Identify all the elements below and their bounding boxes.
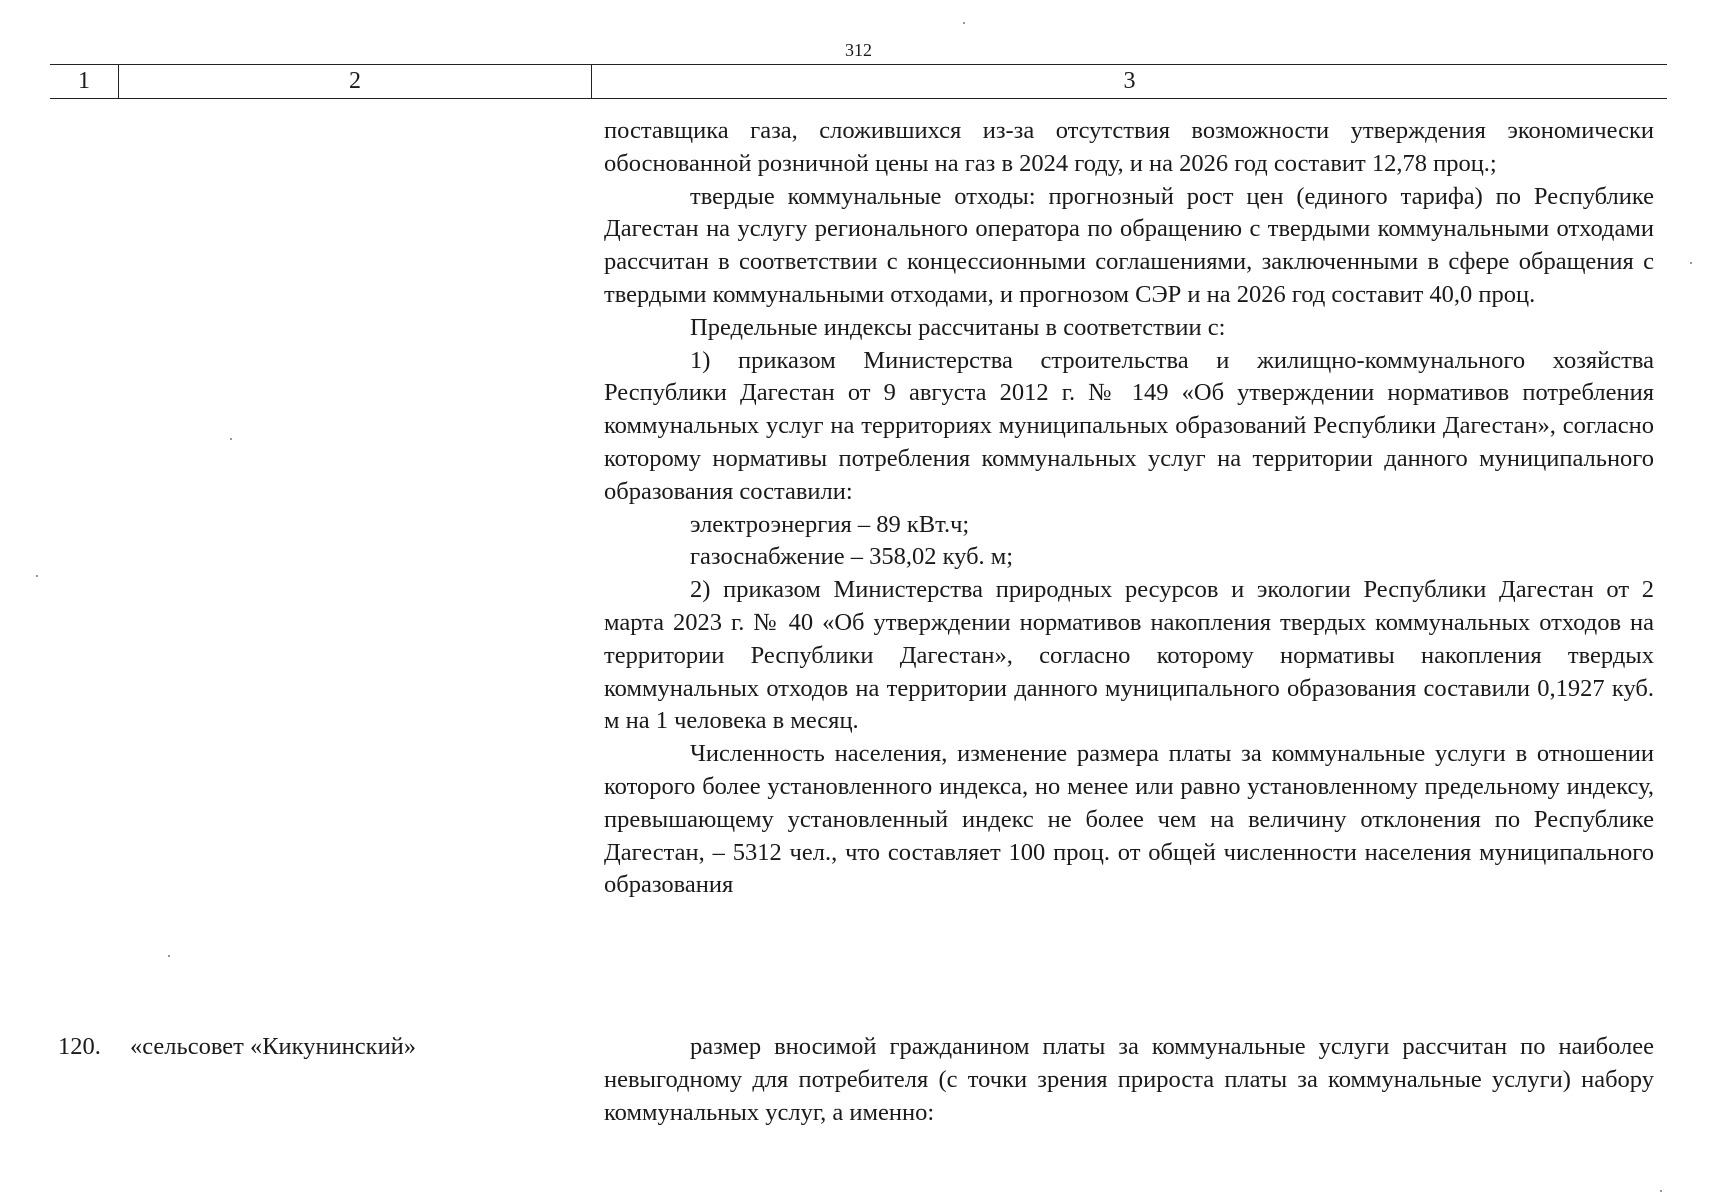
scan-speck <box>963 22 965 24</box>
municipality-name: «сельсовет «Кикунинский» <box>130 1033 417 1060</box>
paragraph: Численность населения, изменение размера платы за коммунальные услуги в отношении которого более установленного индекса, но менее или равно установленному предельному индексу, превышающему установленный индекс не более чем на величину отклонения по Республике Дагестан, – 5312 чел., что составляет 100 проц. от общей численности населения муниципального образования <box>604 740 1654 899</box>
column-header-2: 2 <box>119 65 592 98</box>
scan-speck <box>168 955 170 957</box>
scan-speck <box>36 575 38 577</box>
paragraph: 1) приказом Министерства строительства и жилищно-коммунального хозяйства Республики Дагестан от 9 августа 2012 г. № 149 «Об утверждении нормативов потребления коммунальных услуг на территориях муниципальных образований Республики Дагестан», согласно которому нормативы потребления коммунальных услуг на территории данного муниципального образования составили: <box>604 346 1654 505</box>
paragraph: размер вносимой гражданином платы за коммунальные услуги рассчитан по наиболее невыгодному для потребителя (с точки зрения прироста платы за коммунальные услуги) набору коммунальных услуг, а именно: <box>604 1033 1654 1126</box>
paragraph: твердые коммунальные отходы: прогнозный рост цен (единого тарифа) по Республике Дагестан на услугу регионального оператора по обращению с твердыми коммунальными отходами рассчитан в соответствии с концессионными соглашениями, заключенными в сфере обращения с твердыми коммунальными отходами, и прогнозом СЭР и на 2026 год составит 40,0 проц. <box>604 182 1654 308</box>
paragraph: Предельные индексы рассчитаны в соответствии с: <box>690 313 1226 341</box>
table-column-header <box>50 64 1667 99</box>
row-number: 120. <box>58 1033 101 1060</box>
paragraph: электроэнергия – 89 кВт.ч; <box>690 510 970 538</box>
continued-text-block <box>604 115 1654 902</box>
column-header-3: 3 <box>1123 68 1136 94</box>
page-number: 312 <box>845 40 872 60</box>
row-text-block <box>604 1031 1654 1129</box>
scan-speck <box>230 438 232 440</box>
paragraph: поставщика газа, сложившихся из-за отсутствия возможности утверждения экономически обоснованной розничной цены на газ в 2024 году, и на 2026 год составит 12,78 проц.; <box>604 117 1654 177</box>
paragraph: 2) приказом Министерства природных ресурсов и экологии Республики Дагестан от 2 марта 2023 г. № 40 «Об утверждении нормативов накопления твердых коммунальных отходов на территории Республики Дагестан», согласно которому нормативы накопления твердых коммунальных отходов на территории данного муниципального образования составили 0,1927 куб. м на 1 человека в месяц. <box>604 576 1654 735</box>
column-header-1: 1 <box>50 65 119 98</box>
scan-speck <box>1660 1190 1662 1192</box>
scan-speck <box>1690 262 1692 264</box>
paragraph: газоснабжение – 358,02 куб. м; <box>690 543 1014 571</box>
